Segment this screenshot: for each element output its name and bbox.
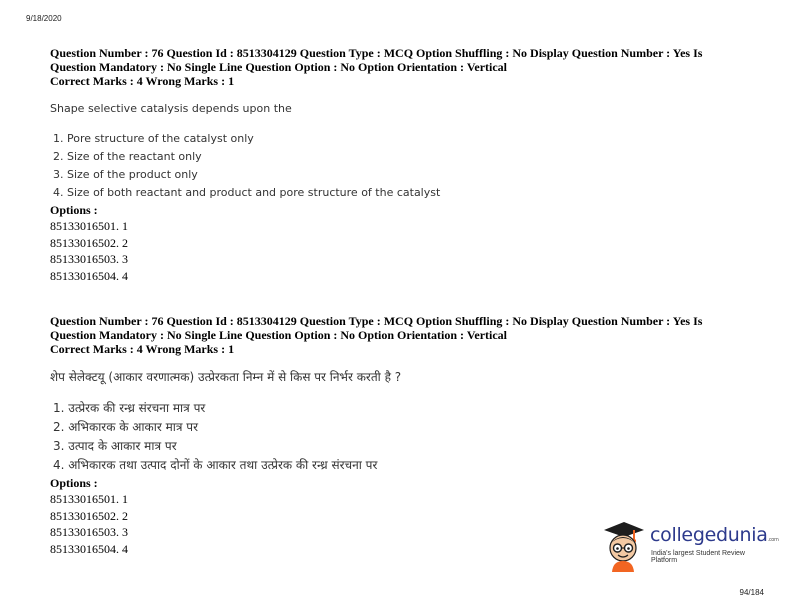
question-meta-line: Question Mandatory : No Single Line Question Option : No Option Orientation : Vertical xyxy=(50,328,508,342)
question-meta-line: Question Number : 76 Question Id : 8513304129 Question Type : MCQ Option Shuffling : No Display Question Number : Yes Is xyxy=(50,314,703,328)
options-label: Options : xyxy=(50,476,98,490)
option-item: 3. उत्पाद के आकार मात्र पर xyxy=(53,439,177,453)
question-marks: Correct Marks : 4 Wrong Marks : 1 xyxy=(50,74,235,88)
option-item: 1. उत्प्रेरक की रन्ध्र संरचना मात्र पर xyxy=(53,401,206,415)
question-marks: Correct Marks : 4 Wrong Marks : 1 xyxy=(50,342,235,356)
option-code: 85133016503. 3 xyxy=(50,525,128,539)
options-label: Options : xyxy=(50,203,98,217)
option-code: 85133016504. 4 xyxy=(50,541,128,556)
option-code: 85133016504. 4 xyxy=(50,268,128,283)
question-meta-line: Question Mandatory : No Single Line Question Option : No Option Orientation : Vertical xyxy=(50,60,508,74)
option-item: 2. Size of the reactant only xyxy=(53,150,202,163)
brand-wordmark xyxy=(650,524,779,546)
option-code: 85133016501. 1 xyxy=(50,492,128,506)
question-stem: शेप सेलेक्टयू (आकार वरणात्मक) उत्प्रेरकता निम्न में से किस पर निर्भर करती है ? xyxy=(50,370,402,384)
option-code: 85133016502. 2 xyxy=(50,235,128,250)
option-item: 4. Size of both reactant and product and pore structure of the catalyst xyxy=(53,186,441,199)
brand-suffix: .com xyxy=(767,537,779,543)
option-code: 85133016503. 3 xyxy=(50,252,128,266)
question-block-english xyxy=(50,46,750,284)
option-item: 4. अभिकारक तथा उत्पाद दोनों के आकार तथा उत्प्रेरक की रन्ध्र संरचना पर xyxy=(53,458,378,472)
option-code: 85133016501. 1 xyxy=(50,219,128,233)
option-item: 2. अभिकारक के आकार मात्र पर xyxy=(53,420,199,434)
option-code: 85133016502. 2 xyxy=(50,508,128,523)
question-stem: Shape selective catalysis depends upon the xyxy=(50,102,292,115)
option-list xyxy=(50,130,750,202)
collegedunia-logo xyxy=(600,520,779,575)
brand-name: collegedunia xyxy=(650,524,768,546)
option-item: 3. Size of the product only xyxy=(53,168,198,181)
brand-tagline: India's largest Student Review Platform xyxy=(651,550,745,564)
question-meta-line: Question Number : 76 Question Id : 8513304129 Question Type : MCQ Option Shuffling : No Display Question Number : Yes Is xyxy=(50,46,703,60)
option-list xyxy=(50,399,750,475)
print-date: 9/18/2020 xyxy=(26,14,62,23)
option-item: 1. Pore structure of the catalyst only xyxy=(53,132,254,145)
page-number: 94/184 xyxy=(739,588,764,597)
mascot-icon xyxy=(600,520,646,572)
